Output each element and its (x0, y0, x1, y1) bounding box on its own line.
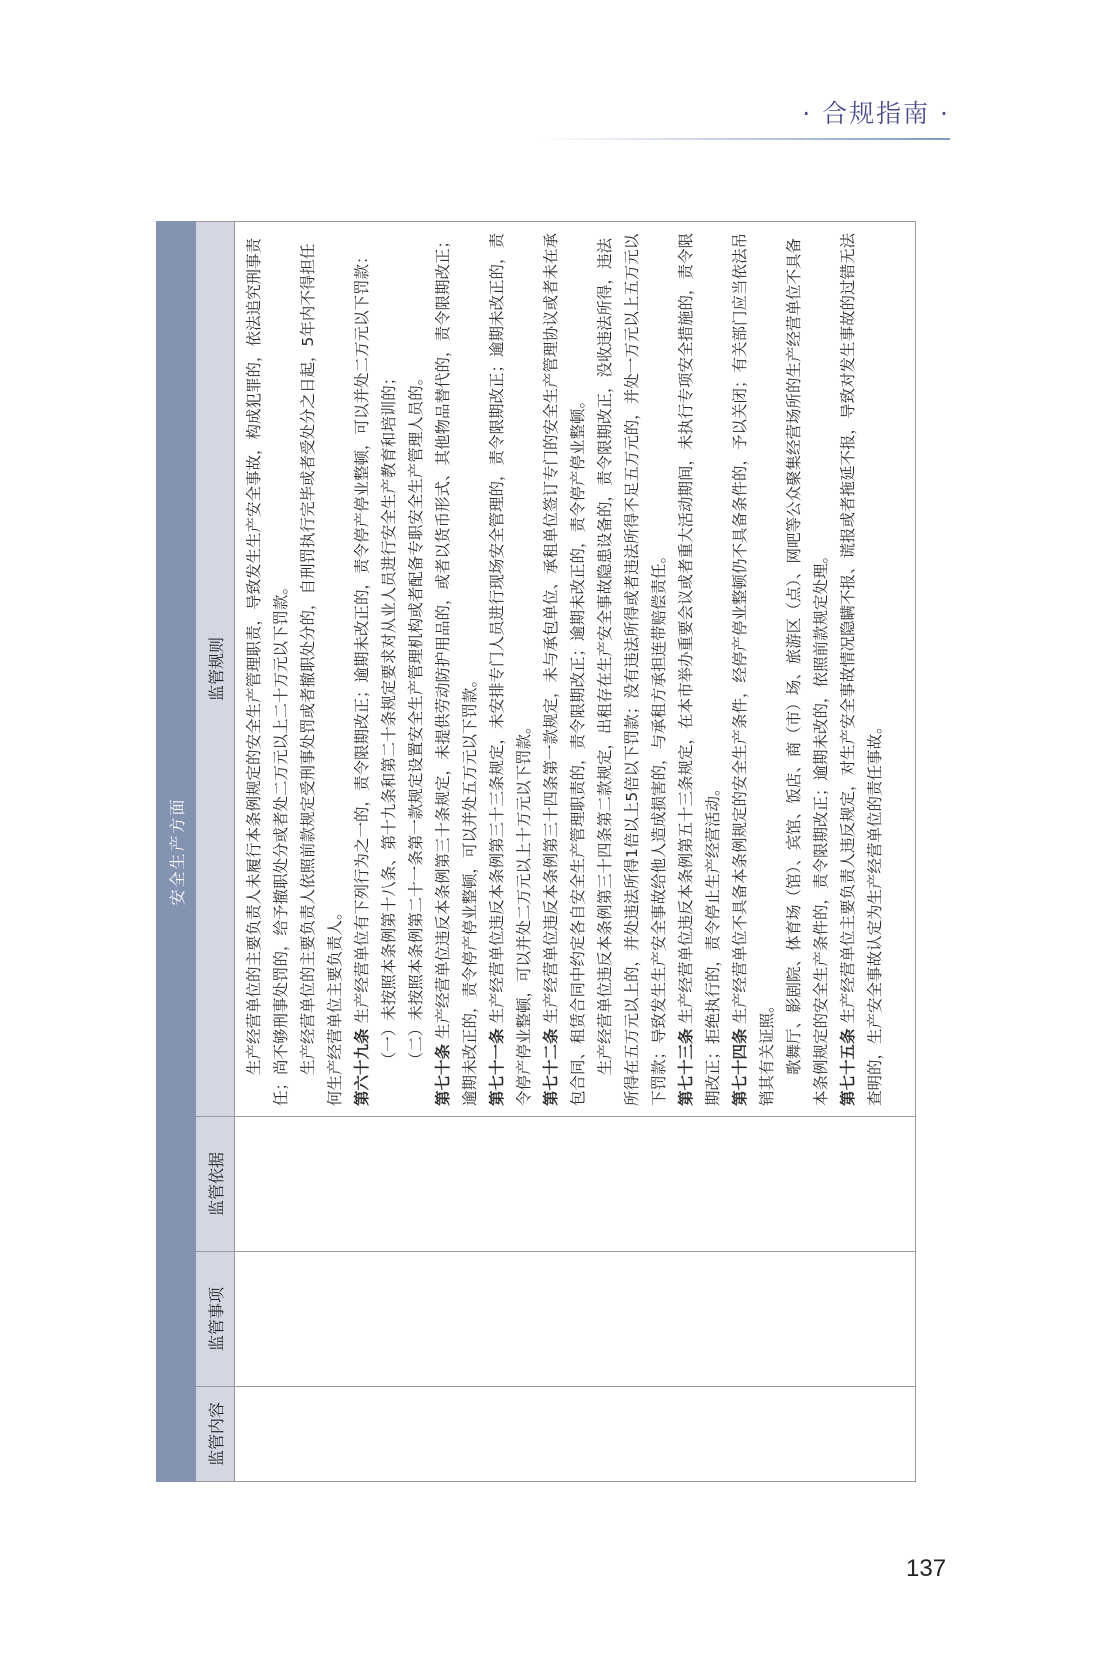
column-header-content: 监管内容 (196, 1387, 235, 1482)
article-label: 第七十二条 (542, 1028, 560, 1106)
page-number: 137 (906, 1555, 947, 1582)
paragraph-text: 生产经营单位违反本条例第三十四条第一款规定，未与承包单位、承租单位签订专门的安全生产管理协议或者未在承包合同、租赁合同中约定各自安全生产管理职责的，责令限期改正；逾期未改正的，责令停产停业整顿。 (542, 233, 587, 1106)
rule-paragraph (484, 232, 538, 1106)
rule-paragraph (727, 232, 781, 1106)
rule-paragraph (376, 232, 403, 1106)
paragraph-text: 生产经营单位违反本条例第五十三条规定，在本市举办重要会议或者重大活动期间，未执行专项安全措施的，责令限期改正；拒绝执行的，责令停止生产经营活动。 (677, 233, 722, 1106)
paragraph-text: （一）未按照本条例第十八条、第十九条和第二十条规定要求对从业人员进行安全生产教育和培训的； (380, 369, 398, 1068)
paragraph-text: 生产经营单位的主要负责人未履行本条例规定的安全生产管理职责，导致发生生产安全事故，构成犯罪的，依法追究刑事责任；尚不够刑事处罚的，给予撤职处分或者处二万元以上二十万元以下罚款。 (245, 237, 290, 1106)
article-label: 第七十五条 (839, 1028, 857, 1106)
rule-paragraph (403, 232, 430, 1106)
rule-paragraph (781, 232, 835, 1106)
paragraph-text: 歌舞厅、影剧院、体育场（馆）、宾馆、饭店、商（市）场、旅游区（点）、网吧等公众聚集经营场所的生产经营单位不具备本条例规定的安全生产条件的，责令限期改正；逾期未改的，依照前款规定处理。 (785, 237, 830, 1106)
paragraph-text: 生产经营单位违反本条例第三十四条第二款规定，出租存在生产安全事故隐患设备的，责令限期改正，没收违法所得，违法所得在五万元以上的，并处违法所得1倍以上5倍以下罚款；没有违法所得或者违法所得不足五万元的，并处一万元以上五万元以下罚款；导致发生生产安全事故给他人造成损害的，与承租方承担连带赔偿责任。 (596, 233, 668, 1106)
cell-content (235, 1387, 916, 1482)
rotated-table-wrapper (156, 222, 916, 1482)
rule-paragraph (241, 232, 295, 1106)
rule-paragraph (295, 232, 349, 1106)
header-title: · 合规指南 · (802, 99, 950, 128)
header-divider (540, 138, 950, 140)
paragraph-text: 生产经营单位的主要负责人依照前款规定受刑事处罚或者撤职处分的，自刑罚执行完毕或者受处分之日起，5年内不得担任何生产经营单位主要负责人。 (299, 243, 344, 1106)
rule-paragraph (673, 232, 727, 1106)
article-label: 第七十一条 (488, 1028, 506, 1106)
cell-basis (235, 1117, 916, 1252)
regulation-table (156, 221, 916, 1482)
paragraph-text: （二）未按照本条例第二十一条第一款规定设置安全生产管理机构或者配备专职安全生产管理人员的。 (407, 369, 425, 1068)
rule-paragraph (835, 232, 889, 1106)
paragraph-text: 生产经营单位违反本条例第三十三条规定，未安排专门人员进行现场安全管理的，责令限期改正；逾期未改正的，责令停产停业整顿，可以并处二万元以上十万元以下罚款。 (488, 233, 533, 1106)
rule-paragraph (538, 232, 592, 1106)
rule-paragraph (349, 232, 376, 1106)
paragraph-text: 生产经营单位不具备本条例规定的安全生产条件，经停产停业整顿仍不具备条件的，予以关闭；有关部门应当依法吊销其有关证照。 (731, 233, 776, 1106)
article-label: 第七十三条 (677, 1028, 695, 1106)
rule-paragraph (592, 232, 673, 1106)
article-label: 第七十四条 (731, 1028, 749, 1106)
cell-item (235, 1252, 916, 1387)
paragraph-text: 生产经营单位主要负责人违反规定，对生产安全事故情况隐瞒不报、谎报或者拖延不报，导致对发生事故的过错无法查明的，生产安全事故认定为生产经营单位的责任事故。 (839, 233, 884, 1106)
rule-paragraph (430, 232, 484, 1106)
column-header-basis: 监管依据 (196, 1117, 235, 1252)
column-header-item: 监管事项 (196, 1252, 235, 1387)
column-header-rules: 监管规则 (196, 221, 235, 1116)
section-band: 安全生产方面 (157, 221, 196, 1481)
article-label: 第六十九条 (353, 1028, 371, 1106)
paragraph-text: 生产经营单位有下列行为之一的，责令限期改正；逾期未改正的，责令停产停业整顿，可以并处二万元以下罚款： (353, 248, 371, 1024)
paragraph-text: 生产经营单位违反本条例第三十条规定，未提供劳动防护用品的，或者以货币形式、其他物品替代的，责令限期改正；逾期未改正的，责令停产停业整顿，可以并处五万元以下罚款。 (434, 233, 479, 1106)
cell-rules (235, 221, 916, 1116)
article-label: 第七十条 (434, 1043, 452, 1106)
